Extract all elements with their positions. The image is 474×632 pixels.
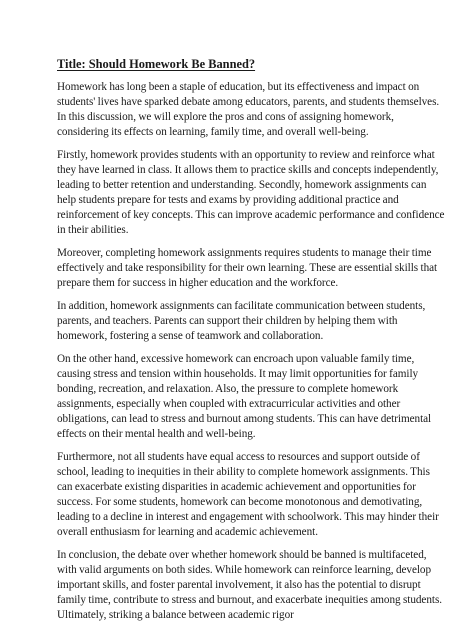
- paragraph-conclusion: In conclusion, the debate over whether homework should be banned is multifaceted, with valid arguments on both sides. While homework can reinforce learning, develop important skills, and foster parental involvement, it also has the potential to disrupt family time, contribute to stress and burnout, and exacerbate inequities among students. Ultimately, striking a balance between academic rigor: [57, 548, 443, 621]
- paragraph-intro: Homework has long been a staple of education, but its effectiveness and impact on students' lives have sparked debate among educators, parents, and students themselves. In this discussion, we will explore the pros and cons of assigning homework, considering its effects on learning, family time, and overall well-being.: [57, 81, 440, 139]
- paragraph-review-reinforce: Firstly, homework provides students with an opportunity to review and reinforce what they have learned in class. It allows them to practice skills and concepts independently, leading to better retention and understanding. Secondly, homework assignments can help students prepare for tests and exams by providing additional practice and reinforcement of key concepts. This can improve academic performance and confidence in their abilities.: [57, 148, 445, 237]
- paragraph-family-time: On the other hand, excessive homework can encroach upon valuable family time, causing stress and tension within households. It may limit opportunities for family bonding, recreation, and relaxation. Also, the pressure to complete homework assignments, especially when coupled with extracurricular activities and other obligations, can lead to stress and burnout among students. This can have detrimental effects on their mental health and well-being.: [57, 352, 432, 440]
- paragraph-communication: In addition, homework assignments can facilitate communication between students, parents, and teachers. Parents can support their children by helping them with homework, fostering a sense of teamwork and collaboration.: [57, 299, 426, 342]
- document-title: Title: Should Homework Be Banned?: [57, 57, 256, 71]
- paragraph-inequities: Furthermore, not all students have equal access to resources and support outside of school, leading to inequities in their ability to complete homework assignments. This can exacerbate existing disparities in academic achievement and opportunities for success. For some students, homework can become monotonous and demotivating, leading to a decline in interest and engagement with schoolwork. This may hinder their overall enthusiasm for learning and academic achievement.: [57, 450, 439, 539]
- paragraph-time-management: Moreover, completing homework assignments requires students to manage their time effectively and take responsibility for their own learning. These are essential skills that prepare them for success in higher education and the workforce.: [57, 246, 438, 290]
